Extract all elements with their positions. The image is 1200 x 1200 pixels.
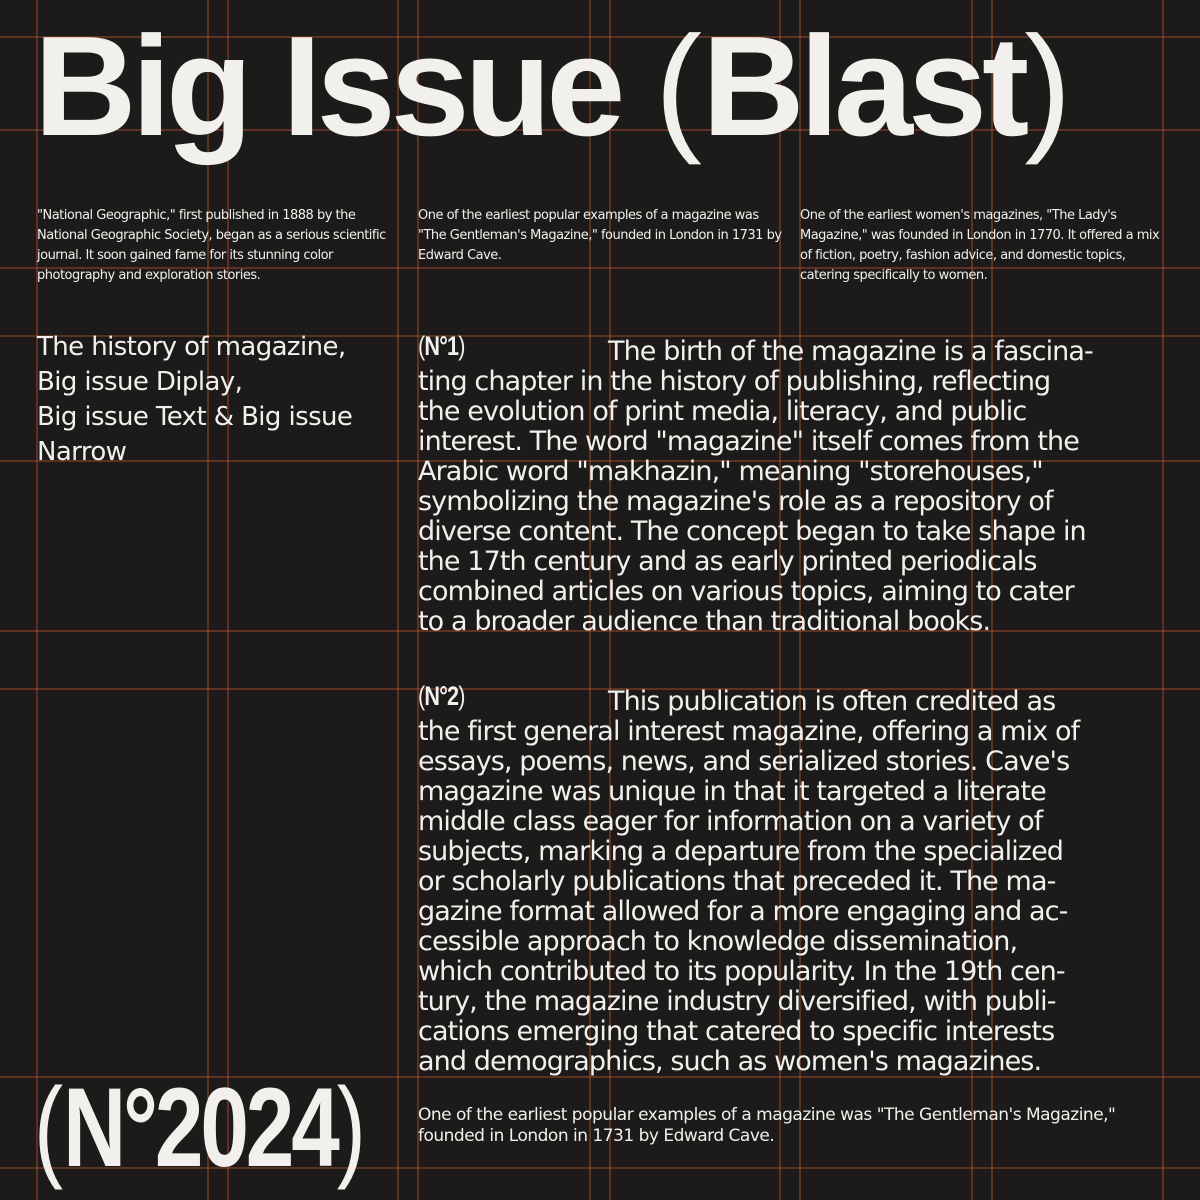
article-line: Arabic word "makhazin," meaning "storehouses," [418,456,1043,487]
article-line: magazine was unique in that it targeted a literate [418,776,1046,807]
article-number-close-paren: ) [458,331,465,361]
issue-number-text: N°2024 [63,1065,337,1190]
article-line: interest. The word "magazine" itself comes from the [418,426,1079,457]
article-number-text: N°1 [424,331,459,361]
article-line: essays, poems, news, and serialized stories. Cave's [418,746,1070,777]
article-line: the 17th century and as early printed periodicals [418,546,1037,577]
article-number [418,681,465,711]
article-line: ting chapter in the history of publishing, reflecting [418,366,1051,397]
article-2 [418,681,1168,1077]
article-line: combined articles on various topics, aiming to cater [418,576,1074,607]
article-line: the first general interest magazine, offering a mix of [418,716,1080,747]
note-ladys-magazine: One of the earliest women's magazines, "The Lady's Magazine," was founded in London in 1770. It offered a mix of fiction, poetry, fashion advice, and domestic topics, catering specifically to women. [800,208,1160,283]
intro-heading [37,330,407,470]
article-number [418,331,465,361]
article-number-close-paren: ) [458,681,465,711]
article-line: or scholarly publications that preceded it. The ma- [418,866,1056,897]
article-line: diverse content. The concept began to take shape in [418,516,1086,547]
article-line: gazine format allowed for a more engaging and ac- [418,896,1068,927]
article-line: subjects, marking a departure from the specialized [418,836,1064,867]
article-number-open-paren: ( [418,331,425,361]
article-line: the evolution of print media, literacy, and public [418,396,1027,427]
article-line: to a broader audience than traditional books. [418,606,991,637]
footer-note: One of the earliest popular examples of a magazine was "The Gentleman's Magazine," founded in London in 1731 by Edward Cave. [418,1105,1116,1146]
article-number-open-paren: ( [418,681,425,711]
intro-line: Big issue Text & Big issue [37,402,353,432]
article-line: which contributed to its popularity. In the 19th cen- [418,956,1065,987]
article-1 [418,331,1168,637]
intro-line: Narrow [37,437,127,467]
article-line: middle class eager for information on a variety of [418,806,1043,837]
article-line: tury, the magazine industry diversified, with publi- [418,986,1056,1017]
article-line: cessible approach to knowledge dissemination, [418,926,1018,957]
issue-close-paren: ) [336,1065,366,1190]
article-line: This publication is often credited as [608,686,1056,717]
page-title [34,7,1072,166]
article-number-text: N°2 [424,681,459,711]
issue-number [34,1065,366,1190]
title-main: Big Issue [34,7,655,166]
issue-open-paren: ( [34,1065,64,1190]
article-line: The birth of the magazine is a fascina- [608,336,1093,367]
title-open-paren: ( [654,7,703,166]
article-line: cations emerging that catered to specific interests [418,1016,1055,1047]
note-gentlemans-magazine: One of the earliest popular examples of a magazine was "The Gentleman's Magazine," founded in London in 1731 by Edward Cave. [418,208,782,263]
article-line: and demographics, such as women's magazines. [418,1046,1042,1077]
intro-line: Big issue Diplay, [37,367,243,397]
title-word: Blast [702,7,1025,166]
note-national-geographic: "National Geographic," first published in 1888 by the National Geographic Society, began as a serious scientific journal. It soon gained fame for its stunning color photography and exploration stories. [37,208,386,283]
article-line: symbolizing the magazine's role as a repository of [418,486,1053,517]
title-close-paren: ) [1024,7,1072,166]
intro-line: The history of magazine, [37,332,346,362]
